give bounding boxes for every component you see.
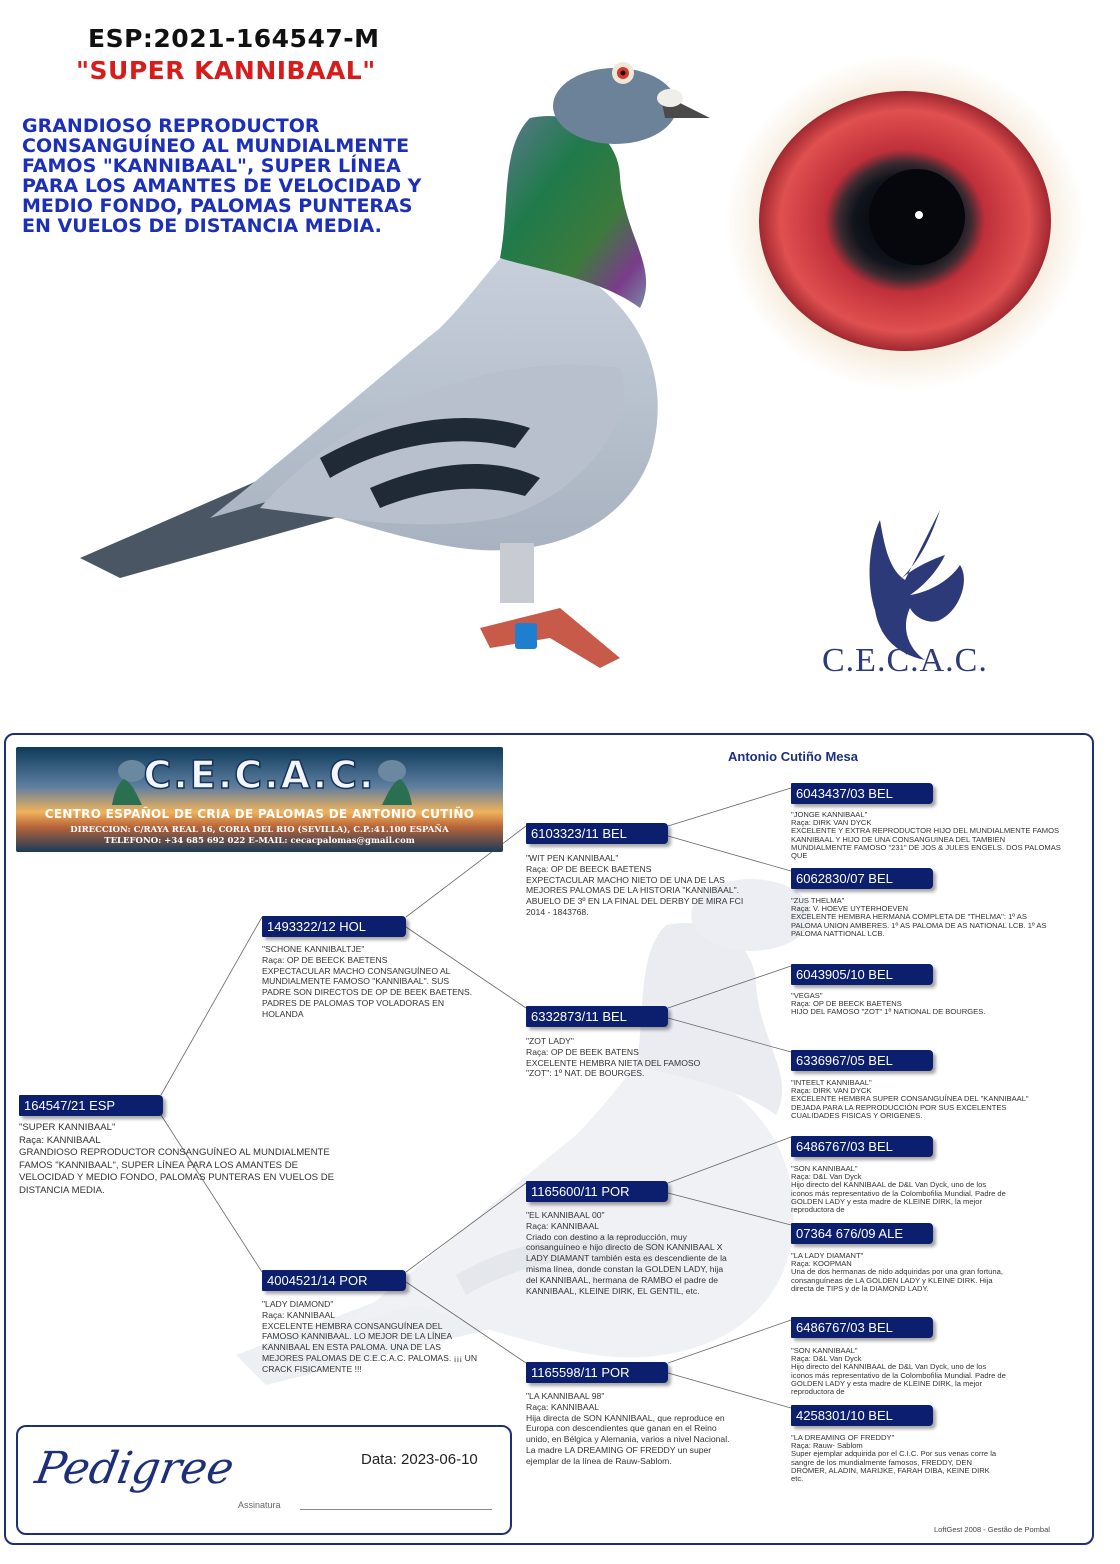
ring-number-title: ESP:2021-164547-M <box>88 24 380 53</box>
intro-line: CONSANGUÍNEO AL MUNDIALMENTE <box>22 135 410 157</box>
ddd-race: Raça: Rauw- Sablom <box>791 1441 863 1451</box>
sdd-race: Raça: DIRK VAN DYCK <box>791 1086 872 1096</box>
ring-badge-ssd[interactable]: 6062830/07 BEL <box>791 868 933 889</box>
sire-sire-race: Raça: OP DE BEECK BAETENS <box>526 863 652 874</box>
sire-dam-race: Raça: OP DE BEEK BATENS <box>526 1046 639 1057</box>
dds-info <box>791 1347 1007 1396</box>
banner-phone: TELEFONO: +34 685 692 022 E-MAIL: cecacpalomas@gmail.com <box>104 836 415 846</box>
sire-race: Raça: OP DE BEECK BAETENS <box>262 954 388 965</box>
pedigree-card <box>4 733 1094 1545</box>
sire-name: "SCHONE KANNIBALTJE" <box>262 944 365 954</box>
sds-info <box>791 992 1051 1017</box>
dsd-name: "LA LADY DIAMANT" <box>791 1251 864 1260</box>
banner-subtitle: CENTRO ESPAÑOL DE CRIA DE PALOMAS DE ANTONIO CUTIÑO <box>44 807 475 821</box>
ring-badge-dam-dam[interactable]: 1165598/11 POR <box>526 1362 668 1383</box>
breeder-name: Antonio Cutiño Mesa <box>728 749 858 764</box>
subject-info <box>19 1122 341 1198</box>
sire-sire-name: "WIT PEN KANNIBAAL" <box>526 853 619 863</box>
sire-info <box>262 944 480 1020</box>
intro-line: PARA LOS AMANTES DE VELOCIDAD Y <box>22 175 422 197</box>
dam-dam-name: "LA KANNIBAAL 98" <box>526 1391 605 1401</box>
ddd-name: "LA DREAMING OF FREDDY" <box>791 1433 895 1442</box>
sds-race: Raça: OP DE BEECK BAETENS <box>791 999 902 1009</box>
sss-description: EXCELENTE Y EXTRA REPRODUCTOR HIJO DEL MUNDIALMENTE FAMOS KANNIBAAL Y HIJO DE UNA CONSANGUINEA DEL TAMBIEN MUNDIALMENTE FAMOSO "231" DE JOS & JULES ENGELS. DOS PALOMAS QUE <box>791 826 1061 861</box>
dds-race: Raça: D&L Van Dyck <box>791 1354 862 1364</box>
sss-name: "JONGE KANNIBAAL" <box>791 810 868 819</box>
ring-badge-dds[interactable]: 6486767/03 BEL <box>791 1317 933 1338</box>
intro-line: MEDIO FONDO, PALOMAS PUNTERAS <box>22 195 413 217</box>
dsd-info <box>791 1252 1007 1293</box>
ssd-description: EXCELENTE HEMBRA HERMANA COMPLETA DE "THELMA": 1º AS PALOMA UNION AMBERES. 1º AS PALOMA DE AS NATIONAL LCB. 1º AS PALOMA NATTIONAL LCB. <box>791 912 1047 938</box>
cecac-banner <box>16 747 503 852</box>
ring-badge-dam-sire[interactable]: 1165600/11 POR <box>526 1181 668 1202</box>
ssd-name: "ZUS THELMA" <box>791 896 845 905</box>
dam-dam-description: Hija directa de SON KANNIBAAL, que reproduce en Europa con descendientes que ganan en el Reino unido, en Bélgica y Alemania, varios a nivel Nacional. La madre LA DREAMING OF FREDDY un super ejemplar de la línea de Rauw-Sablom. <box>526 1412 730 1466</box>
sdd-name: "INTEELT KANNIBAAL" <box>791 1078 872 1087</box>
ring-badge-dss[interactable]: 6486767/03 BEL <box>791 1136 933 1157</box>
intro-line: EN VUELOS DE DISTANCIA MEDIA. <box>22 215 382 237</box>
ring-badge-sdd[interactable]: 6336967/05 BEL <box>791 1050 933 1071</box>
sire-sire-info <box>526 853 752 918</box>
subject-name: "SUPER KANNIBAAL" <box>19 1122 116 1133</box>
dam-dam-race: Raça: KANNIBAAL <box>526 1401 600 1412</box>
dam-sire-info <box>526 1210 730 1296</box>
ssd-race: Raça: V. HOEVE UYTERHOEVEN <box>791 904 909 914</box>
dsd-race: Raça: KOOPMAN <box>791 1259 852 1269</box>
sire-sire-description: EXPECTACULAR MACHO NIETO DE UNA DE LAS MEJORES PALOMAS DE LA HISTORIA "KANNIBAAL". ABUELO DE 3º EN LA FINAL DEL DERBY DE MIRA FCI 2014 - 1843768. <box>526 874 744 917</box>
banner-title: C.E.C.A.C. <box>143 753 376 797</box>
sire-dam-description: EXCELENTE HEMBRA NIETA DEL FAMOSO "ZOT": 1º NAT. DE BOURGES. <box>526 1057 701 1079</box>
dam-dam-info <box>526 1391 730 1467</box>
sire-description: EXPECTACULAR MACHO CONSANGUÍNEO AL MUNDIALMENTE FAMOSO "KANNIBAAL". SUS PADRE SON DIRECTOS DE OP DE BEEK BAETENS. PADRES DE PALOMAS TOP VOLADORAS EN HOLANDA <box>262 965 473 1019</box>
software-footer: LoftGest 2008 - Gestão de Pombal <box>934 1525 1050 1534</box>
dds-description: Hijo directo del KANNIBAAL de D&L Van Dyck, uno de los iconos más representativo de la Colombofilia Mundial. Padre de GOLDEN LADY y esta madre de KLEINE DIRK, la mejor reproductora de <box>791 1362 1006 1397</box>
ring-badge-sire-sire[interactable]: 6103323/11 BEL <box>526 823 668 844</box>
ring-badge-subject[interactable]: 164547/21 ESP <box>19 1095 163 1116</box>
subject-race: Raça: KANNIBAAL <box>19 1134 101 1146</box>
dam-description: EXCELENTE HEMBRA CONSANGUÍNEA DEL FAMOSO KANNIBAAL. LO MEJOR DE LA LÍNEA KANNIBAAL EN ESTA PALOMA. UNA DE LAS MEJORES PALOMAS DE C.E.C.A.C. PALOMAS. ¡¡¡ UN CRACK FISICAMENTE !!! <box>262 1320 478 1374</box>
sire-dam-info <box>526 1036 726 1079</box>
dam-info <box>262 1299 480 1375</box>
dam-sire-description: Criado con destino a la reproducción, muy consanguíneo e hijo directo de SON KANNIBAAL X LADY DIAMANT también esta es descendiente de la misma línea, donde constan la GOLDEN LADY, hija del KANNIBAAL, hermana de RAMBO el padre de KANNIBAAL, KLEINE DIRK, EL GENTIL, etc. <box>526 1231 727 1296</box>
dss-description: Hijo directo del KANNIBAAL de D&L Van Dyck, uno de los iconos más representativo de la Colombofilia Mundial. Padre de GOLDEN LADY y esta madre de KLEINE DIRK, la mejor reproductora de <box>791 1180 1006 1215</box>
ring-badge-sss[interactable]: 6043437/03 BEL <box>791 783 933 804</box>
sds-description: HIJO DEL FAMOSO "ZOT" 1º NATIONAL DE BOURGES. <box>791 1007 986 1017</box>
ring-badge-sire[interactable]: 1493322/12 HOL <box>262 916 406 937</box>
intro-line: FAMOS "KANNIBAAL", SUPER LÍNEA <box>22 155 401 177</box>
sss-info <box>791 811 1061 860</box>
ssd-info <box>791 897 1051 938</box>
dsd-description: Una de dos hermanas de nido adquiridas por una gran fortuna, consanguíneas de LA GOLDEN LADY y KLEINE DIRK. Hija directa de TIPS y de la DIAMOND LADY. <box>791 1267 1003 1293</box>
ddd-info <box>791 1434 1001 1483</box>
dss-info <box>791 1165 1007 1214</box>
subject-description: GRANDIOSO REPRODUCTOR CONSANGUÍNEO AL MUNDIALMENTE FAMOS "KANNIBAAL", SUPER LÍNEA PARA LOS AMANTES DE VELOCIDAD Y MEDIO FONDO, PALOMAS PUNTERAS EN VUELOS DE DISTANCIA MEDIA. <box>19 1147 335 1196</box>
signature-label: Assinatura <box>238 1500 281 1510</box>
pigeon-eye-photo <box>715 45 1095 405</box>
sdd-description: EXCELENTE HEMBRA SUPER CONSANGUÍNEA DEL "KANNIBAAL" DEJADA PARA LA REPRODUCCIÓN POR SUS EXCELENTES CUALIDADES FISICAS Y ORIGENES. <box>791 1094 1029 1120</box>
sds-name: "VEGAS" <box>791 991 823 1000</box>
signature-line[interactable] <box>300 1509 492 1510</box>
banner-contact <box>16 825 503 847</box>
dam-name: "LADY DIAMOND" <box>262 1299 334 1309</box>
dds-name: "SON KANNIBAAL" <box>791 1346 858 1355</box>
ring-badge-sire-dam[interactable]: 6332873/11 BEL <box>526 1006 668 1027</box>
ring-badge-dam[interactable]: 4004521/14 POR <box>262 1270 406 1291</box>
dam-sire-name: "EL KANNIBAAL 00" <box>526 1210 605 1220</box>
ddd-description: Super ejemplar adquirida por el C.I.C. Por sus venas corre la sangre de los mundialmente famosos, FREDDY, DEN DROMER, ALADIN, MARIJKE, FARAH DIBA, KEINE DIRK etc. <box>791 1449 997 1484</box>
sire-dam-name: "ZOT LADY" <box>526 1036 574 1046</box>
pedigree-script-title: Pedigree <box>31 1443 238 1494</box>
sdd-info <box>791 1079 1051 1120</box>
dam-race: Raça: KANNIBAAL <box>262 1309 336 1320</box>
pigeon-photo <box>60 38 740 698</box>
sss-race: Raça: DIRK VAN DYCK <box>791 818 872 828</box>
intro-line: GRANDIOSO REPRODUCTOR <box>22 115 320 137</box>
dss-name: "SON KANNIBAAL" <box>791 1164 858 1173</box>
pedigree-date: Data: 2023-06-10 <box>361 1451 478 1468</box>
ring-badge-ddd[interactable]: 4258301/10 BEL <box>791 1405 933 1426</box>
pigeon-name-title: "SUPER KANNIBAAL" <box>76 56 376 85</box>
cecac-logo-text: C.E.C.A.C. <box>822 642 988 679</box>
dss-race: Raça: D&L Van Dyck <box>791 1172 862 1182</box>
banner-address: DIRECCION: C/RAYA REAL 16, CORIA DEL RIO (SEVILLA), C.P.:41.100 ESPAÑA <box>70 825 449 835</box>
ring-badge-sds[interactable]: 6043905/10 BEL <box>791 964 933 985</box>
dam-sire-race: Raça: KANNIBAAL <box>526 1220 600 1231</box>
signature-box <box>16 1425 512 1535</box>
ring-badge-dsd[interactable]: 07364 676/09 ALE <box>791 1223 933 1244</box>
